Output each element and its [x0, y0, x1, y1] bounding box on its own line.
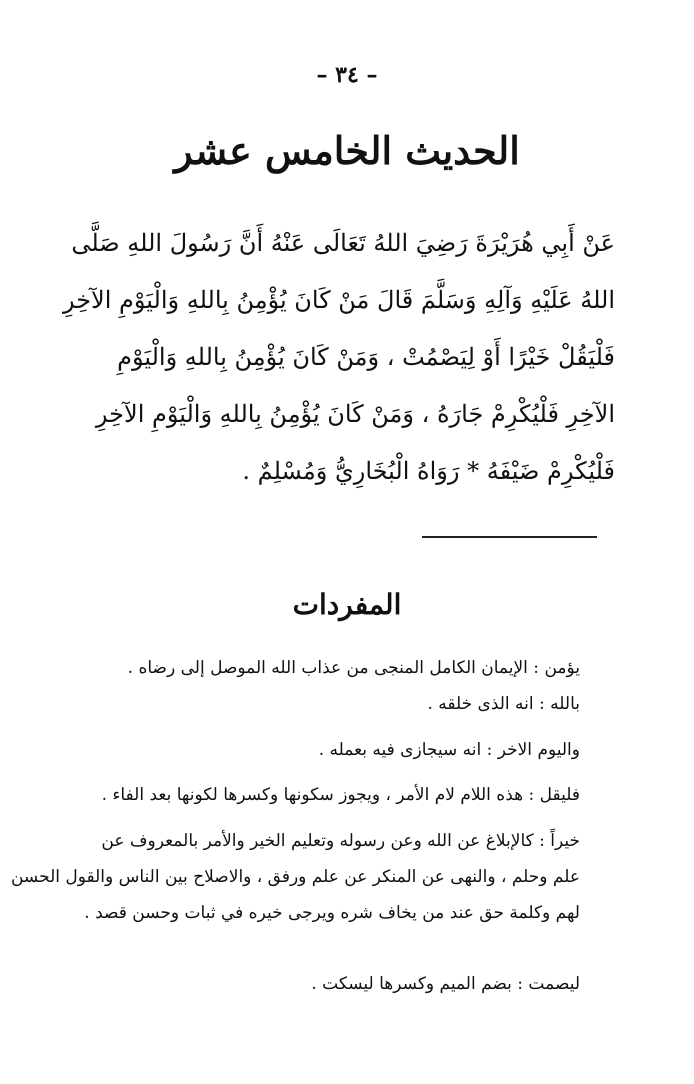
hadith-line: الآخِرِ فَلْيُكْرِمْ جَارَهُ ، وَمَنْ كَانَ يُؤْمِنُ بِاللهِ وَالْيَوْمِ الآخِرِ — [95, 400, 615, 428]
hadith-line: فَلْيَقُلْ خَيْرًا أَوْ لِيَصْمُتْ ، وَمَنْ كَانَ يُؤْمِنُ بِاللهِ وَالْيَوْمِ — [117, 343, 615, 371]
hadith-text — [62, 215, 615, 500]
section-divider — [422, 536, 597, 538]
vocabulary-entry — [70, 686, 580, 732]
vocabulary-entry — [70, 966, 580, 1002]
vocabulary-line: واليوم الاخر : انه سيجازى فيه بعمله . — [318, 740, 580, 760]
hadith-line: عَنْ أَبِي هُرَيْرَةَ رَضِيَ اللهُ تَعَالَى عَنْهُ أَنَّ رَسُولَ اللهِ صَلَّى — [71, 229, 615, 257]
vocabulary-heading: المفردات — [292, 588, 402, 621]
vocabulary-line: بالله : انه الذى خلقه . — [427, 694, 580, 714]
vocabulary-entry — [10, 823, 580, 966]
vocabulary-line: لهم وكلمة حق عند من يخاف شره ويرجى خيره في ثبات وحسن قصد . — [84, 903, 580, 923]
vocabulary-line: يؤمن : الإيمان الكامل المنجى من عذاب الله الموصل إلى رضاه . — [127, 658, 580, 678]
hadith-line: اللهُ عَلَيْهِ وَآلِهِ وَسَلَّمَ قَالَ مَنْ كَانَ يُؤْمِنُ بِاللهِ وَالْيَوْمِ الآخِرِ — [62, 286, 615, 314]
hadith-line: فَلْيُكْرِمْ ضَيْفَهُ * رَوَاهُ الْبُخَارِيُّ وَمُسْلِمٌ . — [242, 457, 615, 485]
vocabulary-entry — [70, 777, 580, 823]
vocabulary-line: خيراً : كالإبلاغ عن الله وعن رسوله وتعليم الخير والأمر بالمعروف عن — [101, 831, 580, 851]
hadith-title: الحديث الخامس عشر — [174, 128, 520, 173]
vocabulary-line: فليقل : هذه اللام لام الأمر ، ويجوز سكونها وكسرها لكونها بعد الفاء . — [101, 785, 580, 805]
vocabulary-entry — [70, 650, 580, 686]
vocabulary-line: ليصمت : بضم الميم وكسرها ليسكت . — [311, 974, 580, 994]
page-number: – ٣٤ – — [316, 62, 378, 88]
vocabulary-list — [10, 650, 580, 1002]
vocabulary-entry — [70, 732, 580, 777]
vocabulary-line: علم وحلم ، والنهى عن المنكر عن علم ورفق ، والاصلاح بين الناس والقول الحسن — [10, 867, 580, 887]
